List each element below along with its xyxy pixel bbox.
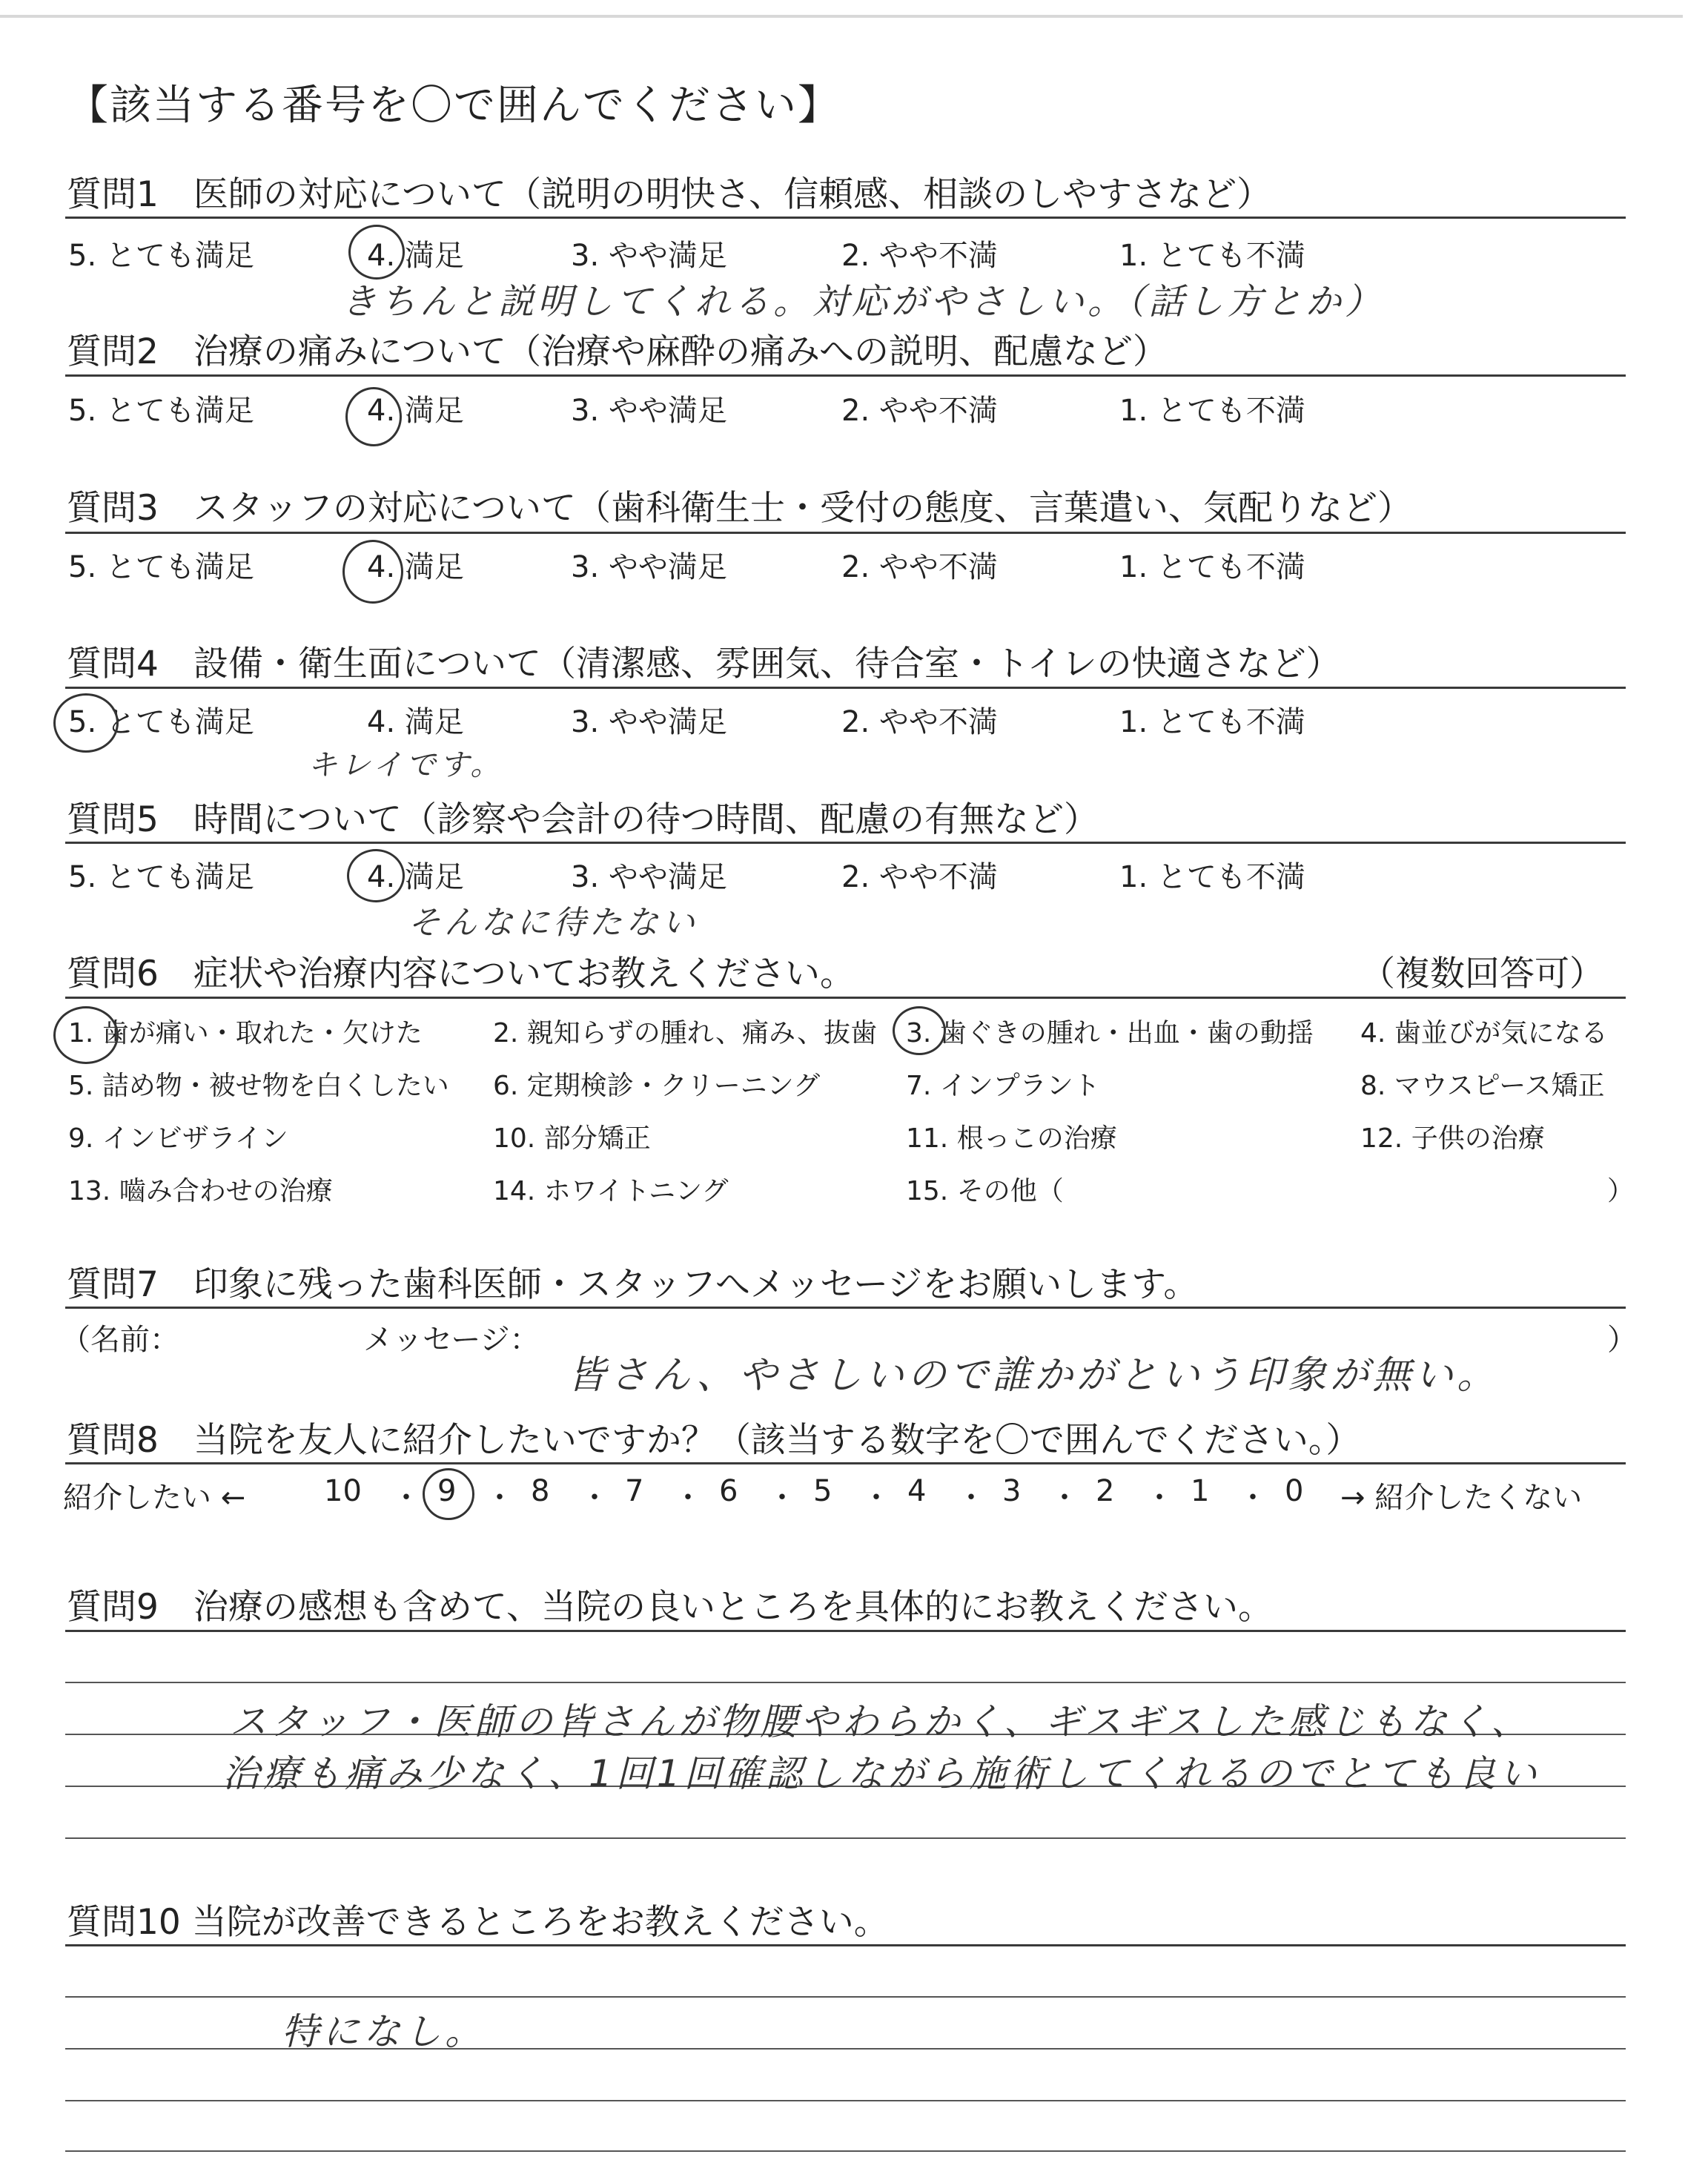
q4-rule	[65, 687, 1626, 689]
q5-handwritten-comment: そんなに待たない	[408, 904, 698, 942]
q3-rule	[65, 532, 1626, 534]
q4-title: 質問4 設備・衛生面について（清潔感、雰囲気、待合室・トイレの快適さなど）	[67, 644, 1341, 684]
q9-handwritten-line-2: 治療も痛み少なく、1回1回確認しながら施術してくれるのでとても良い	[222, 1752, 1540, 1795]
q8-separator: ・	[580, 1481, 609, 1515]
q9-answer-line	[65, 1837, 1626, 1839]
q8-separator: ・	[1145, 1481, 1174, 1515]
q5-option-4[interactable]: 4. 満足	[367, 860, 464, 894]
q6-option-14[interactable]: 14. ホワイトニング	[493, 1176, 729, 1206]
q3-option-3[interactable]: 3. やや満足	[571, 550, 727, 584]
q1-handwritten-comment: きちんと説明してくれる。対応がやさしい。（話し方とか）	[341, 281, 1385, 323]
q8-separator: ・	[391, 1481, 421, 1515]
q2-option-4[interactable]: 4. 満足	[367, 394, 464, 428]
form-heading: 【該当する番号を〇で囲んでください】	[67, 82, 841, 130]
q2-option-2[interactable]: 2. やや不満	[841, 394, 998, 428]
q8-separator: ・	[767, 1481, 797, 1515]
q8-right-label: → 紹介したくない	[1340, 1481, 1583, 1515]
q8-score-9[interactable]: 9	[437, 1474, 457, 1508]
q6-option-15-close: ）	[1607, 1176, 1635, 1206]
q4-option-2[interactable]: 2. やや不満	[841, 705, 998, 739]
q10-answer-line	[65, 2150, 1626, 2152]
q8-separator: ・	[485, 1481, 514, 1515]
q1-option-5[interactable]: 5. とても満足	[68, 239, 254, 273]
q10-answer-line	[65, 1996, 1626, 1998]
q3-selection-circle	[342, 540, 403, 604]
q3-option-2[interactable]: 2. やや不満	[841, 550, 998, 584]
q8-score-3[interactable]: 3	[1002, 1474, 1022, 1508]
q6-title: 質問6 症状や治療内容についてお教えください。	[67, 954, 855, 994]
q7-title: 質問7 印象に残った歯科医師・スタッフへメッセージをお願いします。	[67, 1264, 1199, 1305]
q6-option-2[interactable]: 2. 親知らずの腫れ、痛み、抜歯	[493, 1018, 878, 1048]
q8-score-5[interactable]: 5	[813, 1474, 833, 1508]
q1-rule	[65, 217, 1626, 219]
q6-option-4[interactable]: 4. 歯並びが気になる	[1360, 1018, 1608, 1048]
q8-separator: ・	[956, 1481, 986, 1515]
q5-selection-circle	[347, 849, 405, 902]
q9-rule	[65, 1630, 1626, 1632]
q5-option-1[interactable]: 1. とても不満	[1119, 860, 1305, 894]
q9-handwritten-line-1: スタッフ・医師の皆さんが物腰やわらかく、ギスギスした感じもなく、	[230, 1700, 1532, 1743]
q5-title: 質問5 時間について（診察や会計の待つ時間、配慮の有無など）	[67, 799, 1099, 840]
q8-separator: ・	[673, 1481, 703, 1515]
q3-option-5[interactable]: 5. とても満足	[68, 550, 254, 584]
q4-option-3[interactable]: 3. やや満足	[571, 705, 727, 739]
q4-handwritten-comment: キレイです。	[308, 748, 504, 782]
q6-option-3[interactable]: 3. 歯ぐきの腫れ・出血・歯の動揺	[906, 1018, 1314, 1048]
q3-option-4[interactable]: 4. 満足	[367, 550, 464, 584]
q7-name-label: （名前：	[61, 1323, 179, 1357]
q8-title: 質問8 当院を友人に紹介したいですか？（該当する数字を〇で囲んでください。）	[67, 1420, 1361, 1461]
q3-option-1[interactable]: 1. とても不満	[1119, 550, 1305, 584]
q8-score-2[interactable]: 2	[1096, 1474, 1115, 1508]
q8-selection-circle	[423, 1468, 474, 1520]
q2-selection-circle	[345, 387, 402, 446]
q6-multiple-note: （複数回答可）	[1360, 954, 1604, 994]
q1-option-2[interactable]: 2. やや不満	[841, 239, 998, 273]
q6-option-12[interactable]: 12. 子供の治療	[1360, 1123, 1545, 1154]
q5-option-3[interactable]: 3. やや満足	[571, 860, 727, 894]
q10-handwritten-answer: 特になし。	[282, 2010, 486, 2053]
q6-selection-circle-3	[893, 1006, 946, 1055]
q1-title: 質問1 医師の対応について（説明の明快さ、信頼感、相談のしやすさなど）	[67, 174, 1272, 215]
q4-option-5[interactable]: 5. とても満足	[68, 705, 254, 739]
q6-option-5[interactable]: 5. 詰め物・被せ物を白くしたい	[68, 1071, 449, 1101]
q7-handwritten-message: 皆さん、やさしいので誰かがという印象が無い。	[567, 1353, 1500, 1398]
q10-answer-line	[65, 2100, 1626, 2101]
q10-rule	[65, 1944, 1626, 1946]
q6-option-9[interactable]: 9. インビザライン	[68, 1123, 288, 1154]
q8-score-10[interactable]: 10	[324, 1474, 362, 1508]
q2-title: 質問2 治療の痛みについて（治療や麻酔の痛みへの説明、配慮など）	[67, 331, 1168, 372]
q3-title: 質問3 スタッフの対応について（歯科衛生士・受付の態度、言葉遣い、気配りなど）	[67, 488, 1412, 529]
q8-rule	[65, 1462, 1626, 1464]
q1-selection-circle	[348, 225, 405, 280]
q6-option-13[interactable]: 13. 嚙み合わせの治療	[68, 1176, 333, 1206]
q1-option-4[interactable]: 4. 満足	[367, 239, 464, 273]
q8-left-label: 紹介したい ←	[63, 1481, 246, 1515]
q8-score-7[interactable]: 7	[625, 1474, 644, 1508]
q7-rule	[65, 1307, 1626, 1309]
q9-answer-line	[65, 1682, 1626, 1683]
q2-option-1[interactable]: 1. とても不満	[1119, 394, 1305, 428]
q6-option-6[interactable]: 6. 定期検診・クリーニング	[493, 1071, 821, 1101]
q8-score-1[interactable]: 1	[1191, 1474, 1210, 1508]
q5-rule	[65, 842, 1626, 844]
q8-score-8[interactable]: 8	[531, 1474, 550, 1508]
q6-option-7[interactable]: 7. インプラント	[906, 1071, 1100, 1101]
q4-selection-circle	[53, 693, 119, 753]
q5-option-2[interactable]: 2. やや不満	[841, 860, 998, 894]
q4-option-4[interactable]: 4. 満足	[367, 705, 464, 739]
q6-option-10[interactable]: 10. 部分矯正	[493, 1123, 651, 1154]
q7-close-paren: ）	[1607, 1323, 1637, 1357]
q6-rule	[65, 997, 1626, 999]
q6-option-11[interactable]: 11. 根っこの治療	[906, 1123, 1117, 1154]
q8-separator: ・	[861, 1481, 891, 1515]
q8-separator: ・	[1238, 1481, 1268, 1515]
q5-option-5[interactable]: 5. とても満足	[68, 860, 254, 894]
q10-title: 質問10 当院が改善できるところをお教えください。	[67, 1902, 889, 1943]
q7-message-label: メッセージ：	[363, 1323, 540, 1357]
q1-option-1[interactable]: 1. とても不満	[1119, 239, 1305, 273]
q6-option-8[interactable]: 8. マウスピース矯正	[1360, 1071, 1605, 1101]
q6-option-15[interactable]: 15. その他（	[906, 1176, 1064, 1206]
q8-separator: ・	[1050, 1481, 1079, 1515]
q4-option-1[interactable]: 1. とても不満	[1119, 705, 1305, 739]
q6-option-1[interactable]: 1. 歯が痛い・取れた・欠けた	[68, 1018, 423, 1048]
q8-score-0[interactable]: 0	[1285, 1474, 1304, 1508]
q6-selection-circle-1	[53, 1006, 119, 1064]
scan-top-edge	[0, 15, 1683, 18]
q2-option-5[interactable]: 5. とても満足	[68, 394, 254, 428]
q2-rule	[65, 374, 1626, 377]
q8-score-4[interactable]: 4	[907, 1474, 927, 1508]
q8-score-6[interactable]: 6	[719, 1474, 738, 1508]
q1-option-3[interactable]: 3. やや満足	[571, 239, 727, 273]
q2-option-3[interactable]: 3. やや満足	[571, 394, 727, 428]
q9-title: 質問9 治療の感想も含めて、当院の良いところを具体的にお教えください。	[67, 1587, 1273, 1628]
